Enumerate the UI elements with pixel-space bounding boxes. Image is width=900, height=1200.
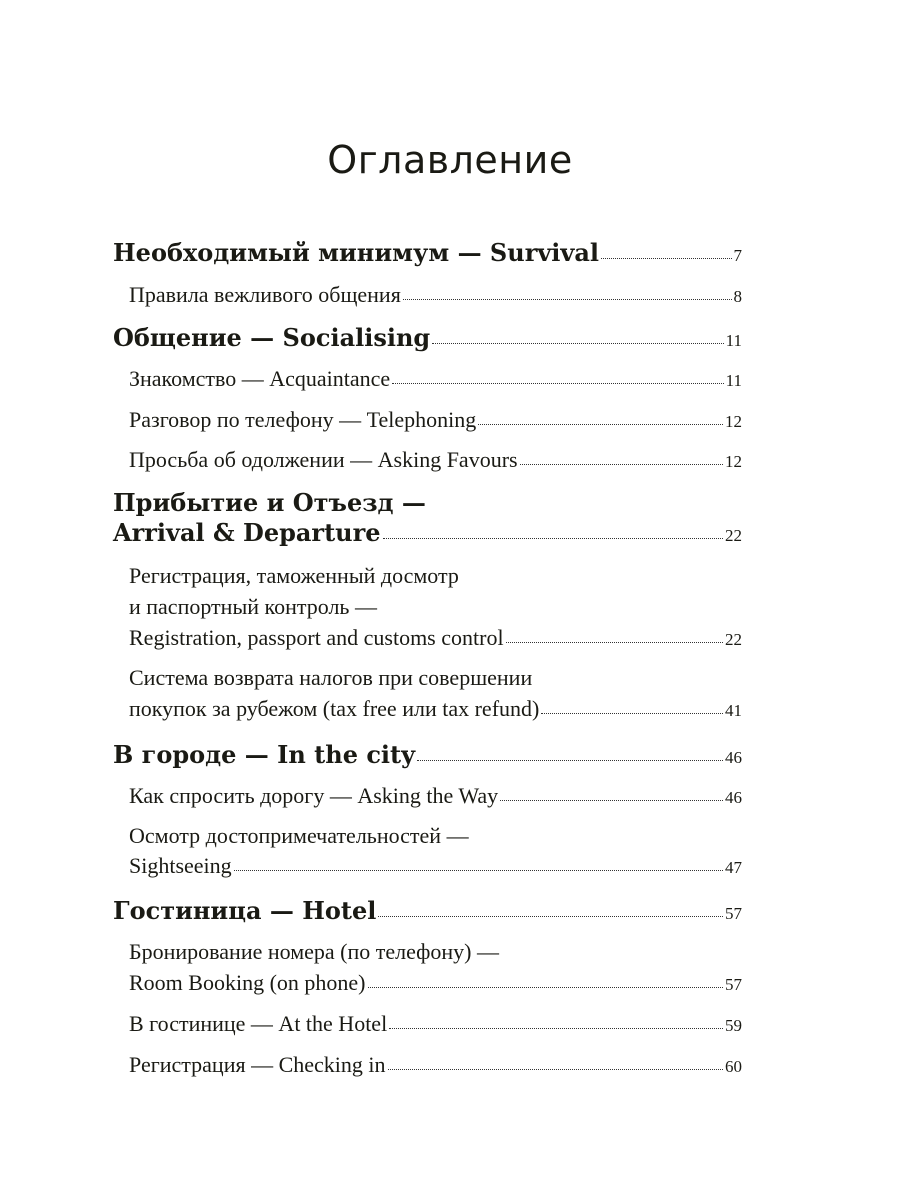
toc-page-number: 46	[725, 788, 742, 807]
dot-leader	[368, 987, 724, 988]
toc-subsection-entry[interactable]	[129, 1052, 742, 1078]
toc-section-entry[interactable]	[113, 518, 742, 547]
toc-page-number: 57	[725, 904, 742, 923]
toc-section-entry[interactable]	[113, 740, 742, 769]
toc-subsection-entry[interactable]	[129, 970, 742, 996]
toc-subsection-entry[interactable]	[129, 447, 742, 473]
toc-entry-line: Прибытие и Отъезд —	[113, 488, 426, 517]
toc-entry-title: Регистрация — Checking in	[129, 1052, 386, 1077]
toc-section-entry[interactable]	[113, 323, 742, 352]
toc-page-number: 8	[733, 287, 742, 306]
toc-entry-title: Правила вежливого общения	[129, 282, 401, 307]
toc-section-entry[interactable]	[113, 896, 742, 925]
toc-entry-title: Sightseeing	[129, 853, 232, 878]
page-title: Оглавление	[327, 138, 573, 182]
toc-entry-line: Регистрация, таможенный досмотр	[129, 563, 459, 588]
toc-entry-title: Знакомство — Acquaintance	[129, 366, 391, 391]
toc-entry-title: покупок за рубежом (tax free или tax refund)	[129, 696, 540, 721]
toc-entry-title: Как спросить дорогу — Asking the Way	[129, 783, 499, 808]
dot-leader	[478, 424, 723, 425]
toc-entry-line: Система возврата налогов при совершении	[129, 665, 533, 690]
dot-leader	[389, 1028, 723, 1029]
toc-entry-line: и паспортный контроль —	[129, 594, 377, 619]
toc-subsection-entry[interactable]	[129, 625, 742, 651]
toc-page-number: 11	[725, 371, 742, 390]
toc-page-number: 59	[725, 1016, 742, 1035]
toc-entry-title: Просьба об одолжении — Asking Favours	[129, 447, 518, 472]
toc-entry-line: Осмотр достопримечательностей —	[129, 823, 469, 848]
toc-page-number: 22	[725, 526, 742, 545]
dot-leader	[234, 870, 723, 871]
toc-page-number: 60	[725, 1057, 742, 1076]
toc-entry-title: Разговор по телефону — Telephoning	[129, 407, 477, 432]
toc-subsection-entry[interactable]	[129, 783, 742, 809]
toc-entry-title: Гостиница — Hotel	[113, 896, 377, 925]
toc-subsection-entry[interactable]	[129, 407, 742, 433]
toc-page-number: 22	[725, 630, 742, 649]
dot-leader	[392, 383, 723, 384]
dot-leader	[378, 916, 723, 917]
toc-entry-line: Бронирование номера (по телефону) —	[129, 939, 500, 964]
toc-entry-title: Arrival & Departure	[113, 518, 381, 547]
toc-page-number: 12	[725, 412, 742, 431]
dot-leader	[500, 800, 723, 801]
dot-leader	[432, 343, 723, 344]
dot-leader	[383, 538, 723, 539]
toc-subsection-entry[interactable]	[129, 853, 742, 879]
dot-leader	[506, 642, 723, 643]
toc-page-number: 46	[725, 748, 742, 767]
toc-page-number: 47	[725, 858, 742, 877]
toc-page-number: 41	[725, 701, 742, 720]
toc-section-entry[interactable]	[113, 238, 742, 267]
toc-entry-title: В городе — In the city	[113, 740, 416, 769]
toc-page-number: 12	[725, 452, 742, 471]
dot-leader	[541, 713, 723, 714]
dot-leader	[520, 464, 723, 465]
toc-subsection-entry[interactable]	[129, 696, 742, 722]
dot-leader	[601, 258, 731, 259]
dot-leader	[417, 760, 723, 761]
toc-page-number: 11	[725, 331, 742, 350]
toc-entry-title: Room Booking (on phone)	[129, 970, 366, 995]
toc-subsection-entry[interactable]	[129, 282, 742, 308]
toc-page-number: 7	[733, 246, 742, 265]
toc-entry-title: Registration, passport and customs control	[129, 625, 504, 650]
toc-subsection-entry[interactable]	[129, 1011, 742, 1037]
dot-leader	[403, 299, 732, 300]
toc-entry-title: Необходимый минимум — Survival	[113, 238, 600, 267]
dot-leader	[388, 1069, 723, 1070]
toc-subsection-entry[interactable]	[129, 366, 742, 392]
toc-entry-title: В гостинице — At the Hotel	[129, 1011, 388, 1036]
toc-entry-title: Общение — Socialising	[113, 323, 431, 352]
toc-page-number: 57	[725, 975, 742, 994]
